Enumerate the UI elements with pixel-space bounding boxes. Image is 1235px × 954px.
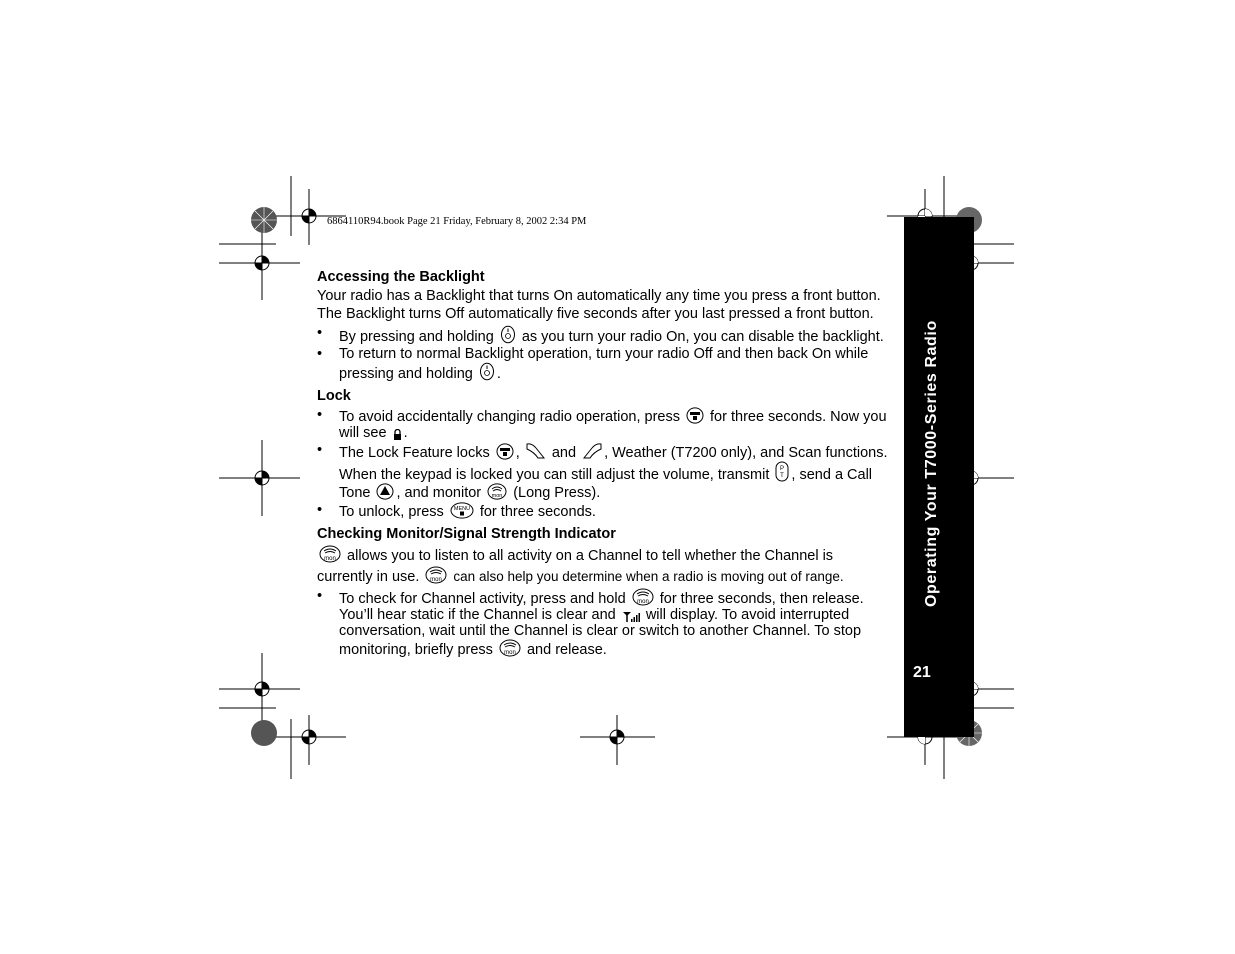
text: will display. To avoid interrupted conversation, wait until the Channel is clear or switch to another Channel. To stop monitoring, briefly press <box>339 607 862 658</box>
text: allows you to listen to all activity on a Channel to tell whether the Channel is currently in use. <box>317 548 834 585</box>
light-button-icon <box>479 362 495 381</box>
backlight-list <box>317 325 892 382</box>
svg-text:P: P <box>780 466 785 472</box>
ptt-button-icon <box>775 461 789 482</box>
svg-text:mon: mon <box>430 576 443 583</box>
text: and <box>551 445 577 461</box>
list-item <box>317 502 892 520</box>
chapter-title: Operating Your T7000-Series Radio <box>923 320 940 607</box>
list-item <box>317 442 892 501</box>
monitor-heading: Checking Monitor/Signal Strength Indicator <box>317 526 616 542</box>
list-item <box>317 325 892 345</box>
monitor-button-icon <box>487 483 507 500</box>
list-item <box>317 346 892 382</box>
text: , <box>515 445 520 461</box>
monitor-button-icon <box>425 566 447 584</box>
text: for three seconds. <box>479 504 596 520</box>
page-content <box>317 269 892 659</box>
backlight-intro: Your radio has a Backlight that turns On automatically any time you press a front button. The Backlight turns Off automatically five seconds after you last pressed a front button. <box>317 288 881 322</box>
text: for three seconds, then release. You’ll hear static if the Channel is clear and <box>339 591 864 623</box>
text: By pressing and holding <box>339 329 494 345</box>
text: . <box>403 425 408 441</box>
light-button-icon <box>500 325 516 344</box>
up-arrow-button-icon <box>582 442 602 460</box>
text: and release. <box>526 642 607 658</box>
lock-icon <box>393 429 402 440</box>
text: for three seconds. Now you will see <box>339 409 887 441</box>
text: , send a Call Tone <box>339 467 873 501</box>
lock-list <box>317 407 892 520</box>
svg-text:mon: mon <box>504 650 516 656</box>
text: To avoid accidentally changing radio operation, press <box>339 409 680 425</box>
menu-lock-button-icon <box>450 502 474 519</box>
signal-strength-icon <box>622 611 640 622</box>
monitor-intro <box>317 545 892 586</box>
list-item <box>317 588 892 658</box>
text: The Lock Feature locks <box>339 445 490 461</box>
text: as you turn your radio On, you can disable the backlight. <box>521 329 884 345</box>
menu-lock-button-icon <box>686 407 704 424</box>
down-arrow-button-icon <box>526 442 546 460</box>
page-number: 21 <box>913 664 931 681</box>
lock-heading: Lock <box>317 388 351 404</box>
svg-text:T: T <box>780 473 785 479</box>
svg-text:MENU: MENU <box>453 506 470 512</box>
text: To unlock, press <box>339 504 444 520</box>
call-tone-icon <box>376 483 394 500</box>
list-item <box>317 407 892 441</box>
text: To return to normal Backlight operation, turn your radio Off and then back On while pressing and holding <box>339 346 869 382</box>
monitor-button-icon <box>499 639 521 657</box>
text: . <box>496 366 501 382</box>
backlight-heading: Accessing the Backlight <box>317 269 485 285</box>
monitor-list <box>317 588 892 658</box>
menu-lock-button-icon <box>496 443 514 460</box>
text: can also help you determine when a radio is moving out of range. <box>453 568 844 584</box>
text: , and monitor <box>396 485 482 501</box>
monitor-button-icon <box>632 588 654 606</box>
text: , Weather (T7200 only), and Scan functions. When the keypad is locked you can still adjust the volume, transmit <box>339 445 888 483</box>
monitor-button-icon <box>319 545 341 563</box>
text: (Long Press). <box>513 485 601 501</box>
text: To check for Channel activity, press and hold <box>339 591 626 607</box>
svg-text:mon: mon <box>636 599 649 605</box>
svg-text:mon: mon <box>491 493 503 499</box>
svg-text:mon: mon <box>324 556 336 562</box>
book-stamp: 6864110R94.book Page 21 Friday, February 8, 2002 2:34 PM <box>327 216 587 227</box>
